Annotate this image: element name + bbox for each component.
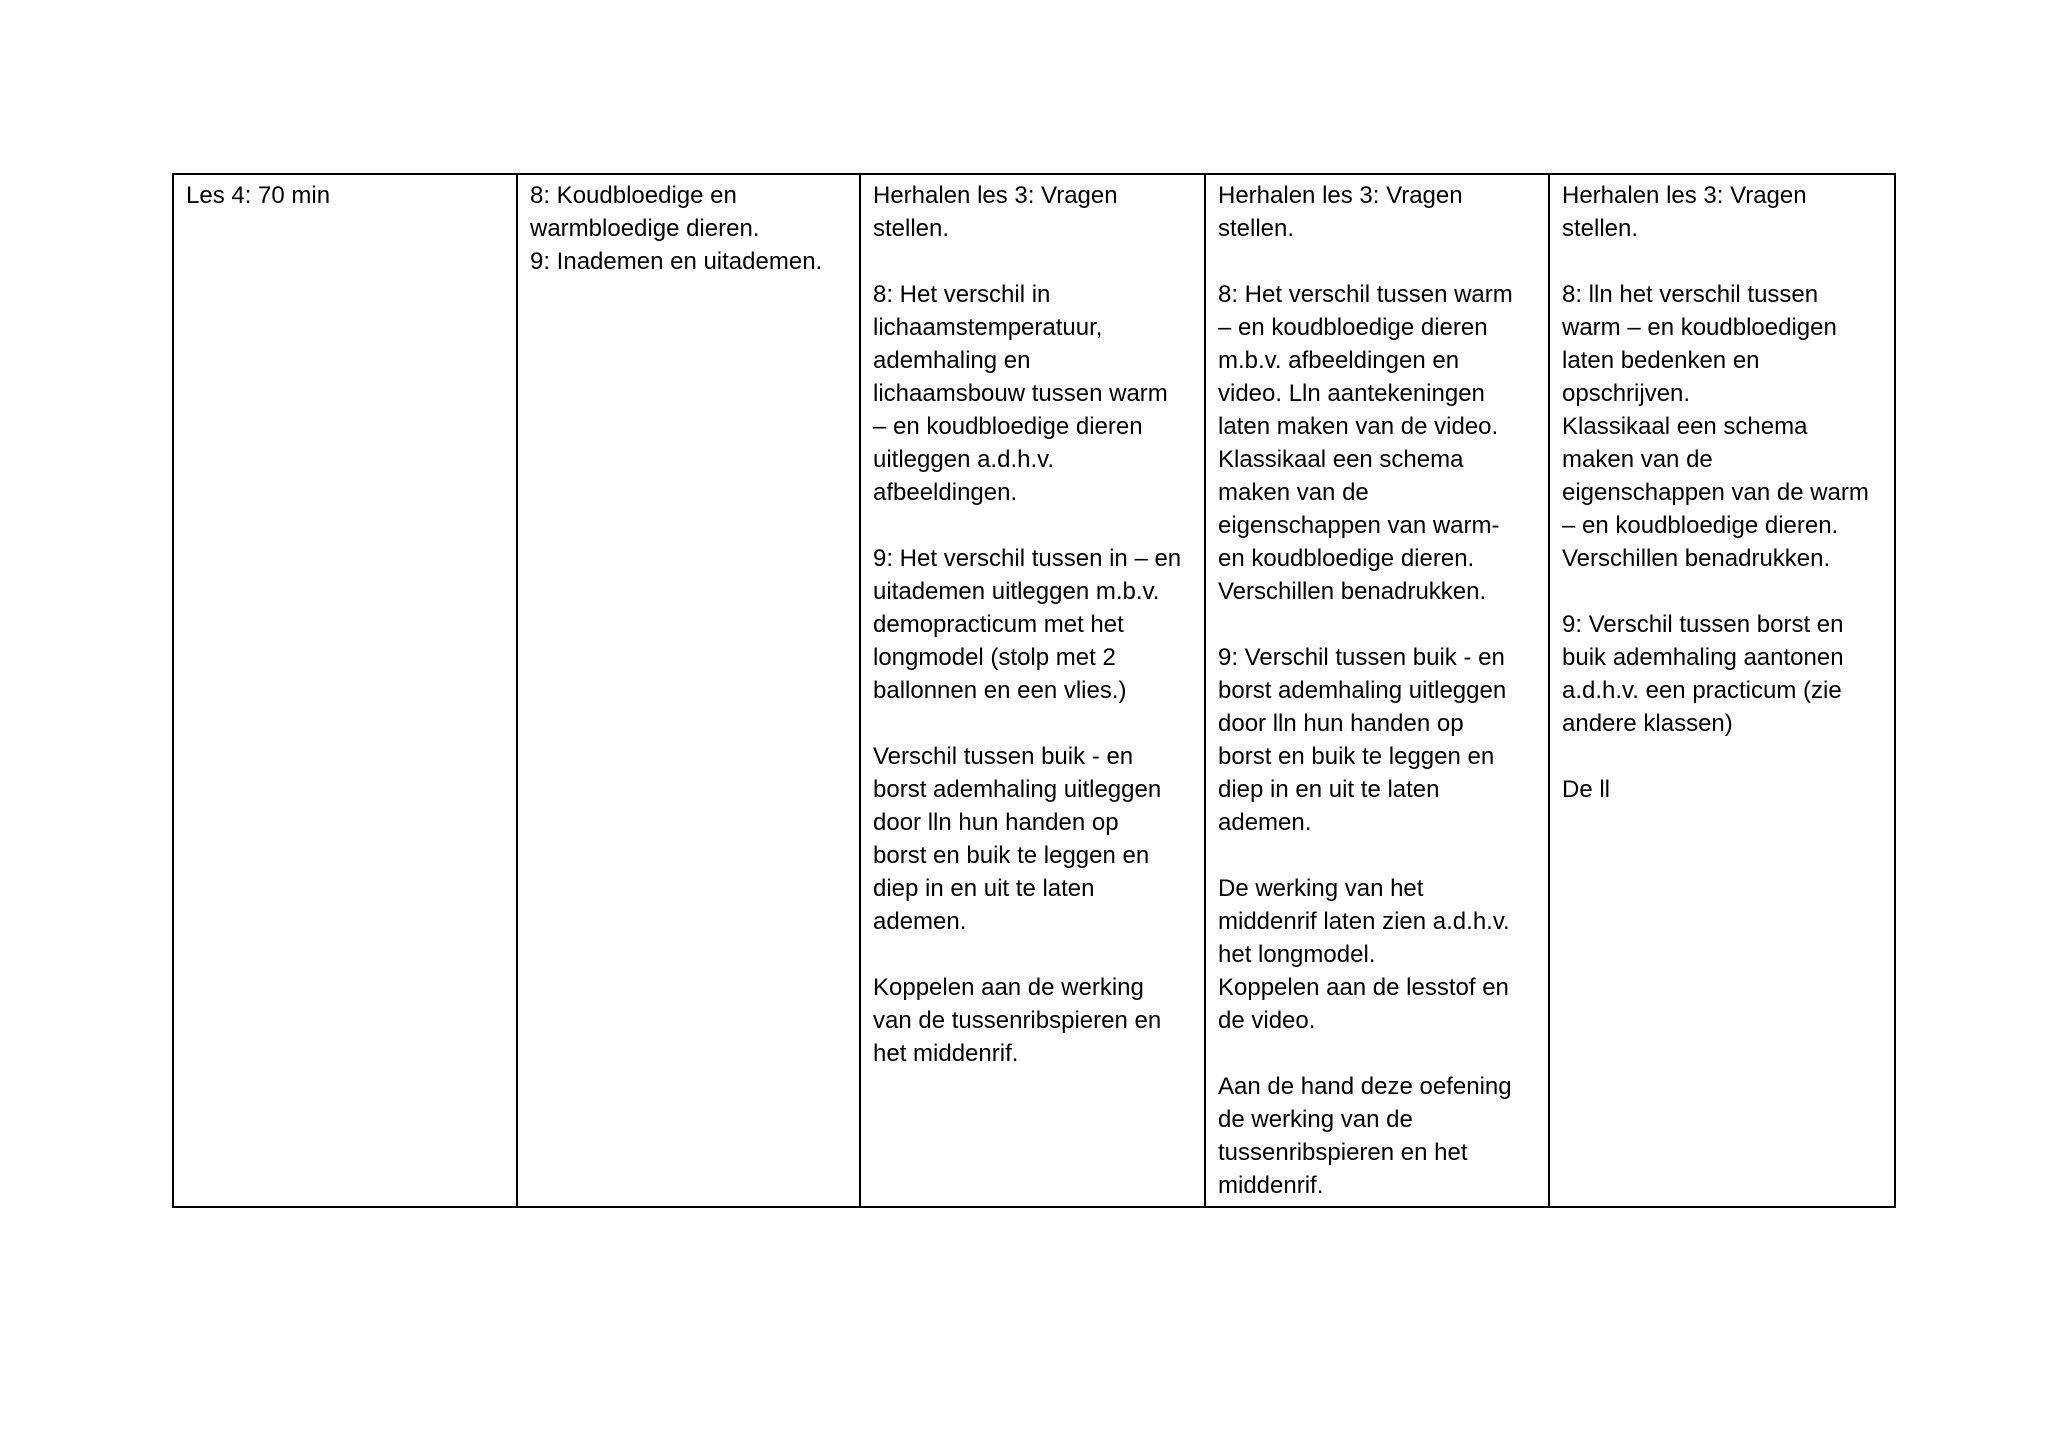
text-line: Verschillen benadrukken. [1562, 545, 1831, 572]
paragraph [1562, 773, 1882, 806]
text-line: maken van de [1218, 479, 1369, 506]
text-line: 8: Het verschil in [873, 281, 1051, 308]
topic-line: 9: Inademen en uitademen. [530, 248, 823, 275]
topic-line: 8: Koudbloedige en [530, 182, 737, 209]
text-line: laten maken van de video. [1218, 413, 1499, 440]
topics-cell [517, 174, 860, 1207]
text-line: m.b.v. afbeeldingen en [1218, 347, 1460, 374]
paragraph [1562, 179, 1882, 245]
text-line: de video. [1218, 1007, 1316, 1034]
text-line: van de tussenribspieren en [873, 1007, 1162, 1034]
text-line: 9: Verschil tussen buik - en [1218, 644, 1505, 671]
text-line: 8: Het verschil tussen warm [1218, 281, 1513, 308]
text-line: – en koudbloedige dieren [1218, 314, 1488, 341]
text-line: ademen. [873, 908, 967, 935]
text-line: uitademen uitleggen m.b.v. [873, 578, 1160, 605]
paragraph [873, 740, 1192, 938]
paragraph [1218, 278, 1536, 608]
text-line: en koudbloedige dieren. [1218, 545, 1475, 572]
text-line: tussenribspieren en het [1218, 1139, 1468, 1166]
text-line: ademhaling en [873, 347, 1031, 374]
text-line: Klassikaal een schema [1562, 413, 1808, 440]
paragraph [1218, 1070, 1536, 1202]
paragraph [1562, 608, 1882, 740]
text-line: door lln hun handen op [1218, 710, 1464, 737]
text-line: afbeeldingen. [873, 479, 1018, 506]
text-line: Koppelen aan de lesstof en [1218, 974, 1509, 1001]
paragraph [1218, 179, 1536, 245]
text-line: andere klassen) [1562, 710, 1733, 737]
text-line: ballonnen en een vlies.) [873, 677, 1127, 704]
text-line: diep in en uit te laten [873, 875, 1095, 902]
text-line: De ll [1562, 776, 1611, 803]
lesson-cell [173, 174, 517, 1207]
activities-cell-3 [1549, 174, 1895, 1207]
text-line: laten bedenken en [1562, 347, 1760, 374]
text-line: warm – en koudbloedigen [1562, 314, 1837, 341]
activities-cell-1 [860, 174, 1205, 1207]
text-line: 9: Verschil tussen borst en [1562, 611, 1844, 638]
paragraph [1562, 278, 1882, 575]
text-line: diep in en uit te laten [1218, 776, 1440, 803]
paragraph [873, 542, 1192, 707]
topic-line: warmbloedige dieren. [530, 215, 760, 242]
text-line: borst ademhaling uitleggen [1218, 677, 1507, 704]
paragraph [1218, 872, 1536, 1037]
text-line: het middenrif. [873, 1040, 1019, 1067]
text-line: longmodel (stolp met 2 [873, 644, 1116, 671]
text-line: lichaamsbouw tussen warm [873, 380, 1168, 407]
text-line: eigenschappen van warm- [1218, 512, 1500, 539]
text-line: Herhalen les 3: Vragen [1218, 182, 1463, 209]
text-line: 9: Het verschil tussen in – en [873, 545, 1182, 572]
text-line: Verschil tussen buik - en [873, 743, 1134, 770]
text-line: stellen. [1218, 215, 1295, 242]
paragraph [873, 179, 1192, 245]
text-line: stellen. [873, 215, 950, 242]
lesson-title: Les 4: 70 min [186, 182, 331, 209]
text-line: buik ademhaling aantonen [1562, 644, 1844, 671]
paragraph [873, 278, 1192, 509]
text-line: Herhalen les 3: Vragen [1562, 182, 1807, 209]
text-line: uitleggen a.d.h.v. [873, 446, 1055, 473]
paragraph [1218, 641, 1536, 839]
text-line: borst en buik te leggen en [1218, 743, 1495, 770]
text-line: a.d.h.v. een practicum (zie [1562, 677, 1842, 704]
text-line: door lln hun handen op [873, 809, 1119, 836]
activities-cell-2 [1205, 174, 1549, 1207]
text-line: stellen. [1562, 215, 1639, 242]
paragraph [873, 971, 1192, 1070]
text-line: Klassikaal een schema [1218, 446, 1464, 473]
text-line: Herhalen les 3: Vragen [873, 182, 1118, 209]
text-line: Koppelen aan de werking [873, 974, 1144, 1001]
text-line: maken van de [1562, 446, 1713, 473]
text-line: de werking van de [1218, 1106, 1413, 1133]
text-line: opschrijven. [1562, 380, 1691, 407]
text-line: Verschillen benadrukken. [1218, 578, 1487, 605]
text-line: – en koudbloedige dieren [873, 413, 1143, 440]
table-row [173, 174, 1895, 1207]
text-line: 8: lln het verschil tussen [1562, 281, 1819, 308]
text-line: video. Lln aantekeningen [1218, 380, 1485, 407]
text-line: De werking van het [1218, 875, 1424, 902]
text-line: het longmodel. [1218, 941, 1376, 968]
text-line: borst en buik te leggen en [873, 842, 1150, 869]
text-line: demopracticum met het [873, 611, 1124, 638]
text-line: – en koudbloedige dieren. [1562, 512, 1839, 539]
text-line: middenrif laten zien a.d.h.v. [1218, 908, 1510, 935]
lesson-plan-table [172, 173, 1896, 1208]
text-line: borst ademhaling uitleggen [873, 776, 1162, 803]
text-line: lichaamstemperatuur, [873, 314, 1103, 341]
text-line: eigenschappen van de warm [1562, 479, 1869, 506]
text-line: ademen. [1218, 809, 1312, 836]
text-line: middenrif. [1218, 1172, 1324, 1199]
text-line: Aan de hand deze oefening [1218, 1073, 1512, 1100]
